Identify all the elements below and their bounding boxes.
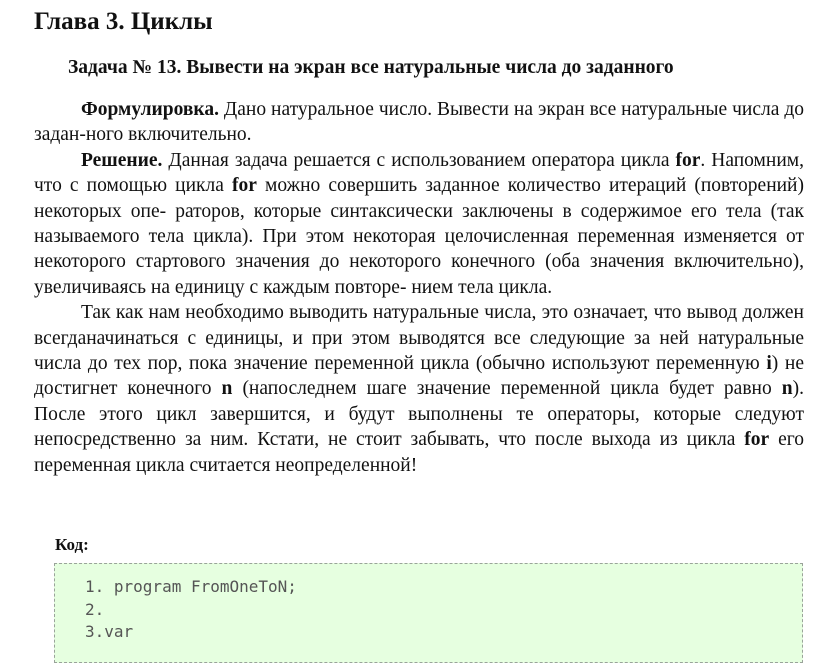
variable-n: n [781, 378, 793, 400]
code-text: var [104, 622, 134, 641]
paragraph-formulation [34, 97, 804, 148]
keyword-for: for [231, 175, 257, 197]
body-text [34, 97, 804, 478]
explanation-text-1: Так как нам необходимо выводить натуральные числа, это означает, что вывод должен всегданачинаться с единицы, и при этом выводятся все следующие за ней натуральные числа до тех пор, пока значение переменной цикла (обычно используют переменную [34, 302, 804, 375]
paragraph-solution [34, 148, 804, 300]
code-line [85, 622, 133, 642]
code-label: Код: [55, 535, 89, 554]
code-block [54, 563, 803, 663]
keyword-for: for [744, 429, 770, 451]
code-line [85, 600, 104, 620]
keyword-for: for [675, 149, 701, 171]
code-text: program FromOneToN; [104, 577, 297, 596]
paragraph-explanation [34, 300, 804, 478]
explanation-text-3: (напоследнем шаге значение переменной цикла будет равно [232, 378, 782, 400]
explanation-text-4: ). После этого цикл завершится, и будут выполнены те операторы, которые следуют непосредственно за ним. Кстати, не стоит забывать, что после выхода из цикла [34, 378, 804, 451]
variable-n: n [221, 378, 233, 400]
solution-text-2: . Напомним, что с помощью цикла [34, 149, 804, 197]
line-number: 1. [85, 577, 105, 596]
line-number: 2. [85, 600, 105, 619]
code-line [85, 577, 297, 597]
formulation-text: Дано натуральное число. Вывести на экран все натуральные числа до задан-ного включительно. [34, 99, 804, 146]
line-number: 3. [85, 622, 105, 641]
variable-i: i [766, 353, 772, 375]
task-title: Задача № 13. Вывести на экран все натуральные числа до заданного [68, 57, 674, 78]
formulation-label: Формулировка. [81, 99, 219, 120]
solution-text-1: Данная задача решается с использованием оператора цикла [162, 149, 676, 171]
explanation-text-5: его переменная цикла считается неопределенной! [34, 429, 804, 476]
solution-text-3: можно совершить заданное количество итераций (повторений) некоторых опе- раторов, которые синтаксически заключены в содержимое его тела (так называемого тела цикла). При этом некоторая целочисленная переменная изменяется от некоторого стартового значения до некоторого конечного (оба значения включительно), увеличиваясь на единицу с каждым повторе- нием тела цикла. [34, 175, 804, 298]
explanation-text-2: ) не достигнет конечного [34, 353, 804, 400]
solution-label: Решение. [81, 149, 163, 171]
chapter-title: Глава 3. Циклы [34, 8, 213, 35]
